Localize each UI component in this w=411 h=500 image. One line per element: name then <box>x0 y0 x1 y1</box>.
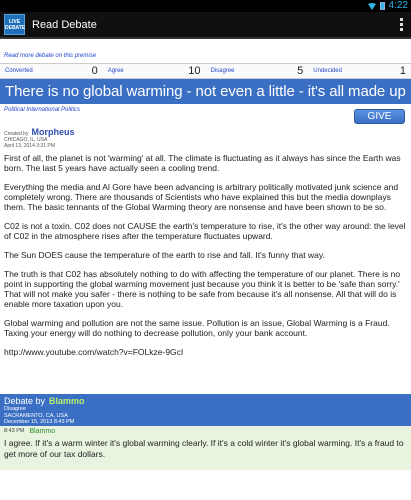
author-name[interactable]: Morpheus <box>31 127 75 137</box>
premise-headline <box>0 79 411 104</box>
tally-label: Undecided <box>313 68 342 74</box>
author-location: CHICAGO, IL, USA <box>4 137 48 143</box>
debate-date: December 15, 2013 8:43 PM <box>4 419 75 425</box>
tally-count: 5 <box>297 65 304 77</box>
created-by-label: Created by <box>4 131 29 137</box>
debate-by-label: Debate by <box>4 396 46 406</box>
read-more-row <box>0 39 411 63</box>
reply-author[interactable]: Blammo <box>29 427 56 435</box>
tally-disagree <box>206 65 309 77</box>
body-paragraph: The Sun DOES cause the temperature of the earth to rise and fall. It's funny that way. <box>4 250 325 260</box>
overflow-menu-icon[interactable] <box>395 15 407 35</box>
body-paragraph: The truth is that C02 has absolutely nothing to do with affecting the temperature of our planet. There is no point in supporting the global warming movement just because you think it is better to be 'safe than sorry.' That will not make you safer - there is nothing to be safe from because it's all nonsense. All that will do is enable more taxation upon you. <box>4 269 401 309</box>
status-time: 4:22 <box>388 0 408 11</box>
debate-header <box>0 394 411 426</box>
author-info <box>0 125 411 151</box>
read-more-link[interactable]: Read more debate on this premise <box>4 53 97 59</box>
author-date: April 13, 2014 3:31 PM <box>4 143 55 149</box>
premise-meta <box>0 104 411 125</box>
battery-icon <box>380 2 385 10</box>
debate-stance: Disagree <box>4 406 27 412</box>
tally-label: Disagree <box>210 68 235 74</box>
category-links[interactable]: Political International Politics <box>4 107 81 113</box>
premise-title: There is no global warming - not even a little - it's all made up <box>5 83 406 100</box>
tally-label: Converted <box>5 68 33 74</box>
vote-tally <box>0 63 411 79</box>
body-paragraph: First of all, the planet is not 'warming' at all. The climate is fluctuating as it always has since the Earth was born. The last 5 years have actually seen a cooling trend. <box>4 153 401 173</box>
tally-converted <box>0 65 103 77</box>
tally-label: Agree <box>107 68 124 74</box>
action-bar <box>0 12 411 39</box>
logo-text-line2: DEBATE <box>5 24 26 31</box>
body-paragraph: Global warming and pollution are not the same issue. Pollution is an issue, Global Warming is a Fraud. Taxing your energy will do nothing to decrease pollution, only your bank account. <box>4 318 390 338</box>
debater-name[interactable]: Blammo <box>49 396 85 406</box>
give-button[interactable]: GIVE <box>354 109 405 124</box>
tally-count: 0 <box>91 65 98 77</box>
status-bar <box>0 0 411 12</box>
reply-text: I agree. If it's a warm winter it's global warming clearly. If it's a cold winter it's global warming. It's a fraud to get more of our tax dollars. <box>4 438 404 459</box>
body-paragraph: Everything the media and Al Gore have been advancing is arbitrary politically motivated junk science and completely wrong. There are thousands of Scientists who have explained this but the media downplays them. The basic tennants of the Global Warming theory are nonsense and have been shown to be so. <box>4 182 399 212</box>
logo-text-line1: LIVE <box>8 18 21 25</box>
app-logo[interactable] <box>4 14 25 35</box>
wifi-icon <box>368 3 376 10</box>
reply-meta <box>0 426 411 436</box>
body-link[interactable]: http://www.youtube.com/watch?v=FOLkze-9GcI <box>4 347 184 357</box>
debate-location: SACRAMENTO, CA, USA <box>4 412 68 419</box>
tally-undecided <box>308 65 411 77</box>
premise-body <box>0 151 411 394</box>
body-paragraph: C02 is not a toxin. C02 does not CAUSE the earth's temperature to rise, it's the other way around: the level of C02 in the atmosphere rises after the temperature fluctuates upward. <box>4 221 406 241</box>
reply-time: 8:43 PM <box>4 428 25 434</box>
tally-count: 10 <box>188 65 201 77</box>
page-title: Read Debate <box>32 18 97 31</box>
reply-body <box>0 436 411 470</box>
tally-count: 1 <box>399 65 406 77</box>
tally-agree <box>103 65 206 77</box>
